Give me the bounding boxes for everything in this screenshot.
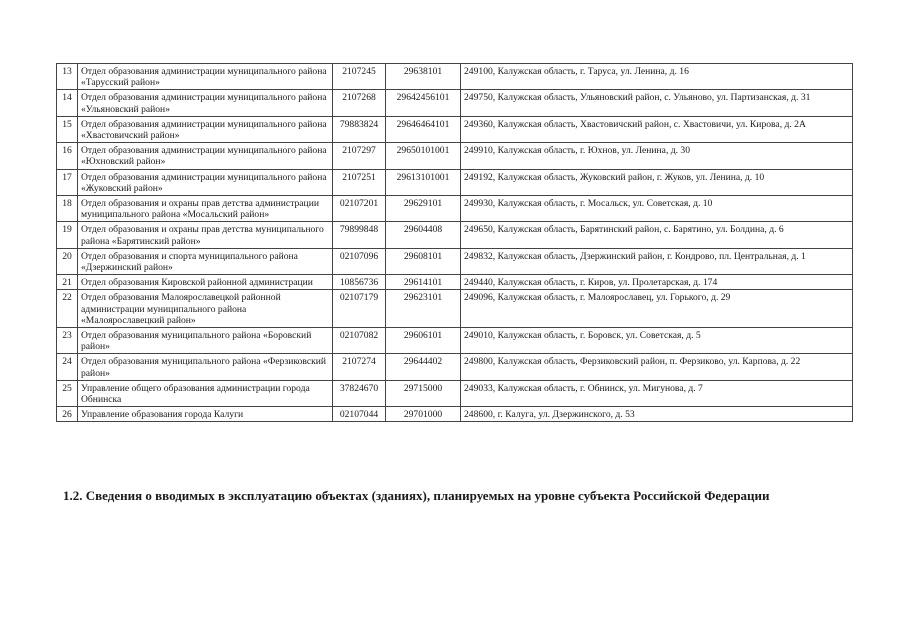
organization-name-cell: Отдел образования администрации муниципального района «Хвастовичский район» [78, 116, 333, 142]
organization-name-cell: Отдел образования и спорта муниципального района «Дзержинский район» [78, 248, 333, 274]
organization-name-cell: Отдел образования и охраны прав детства администрации муниципального района «Мосальский район» [78, 196, 333, 222]
okato-code-cell: 29614101 [386, 275, 461, 290]
okato-code-cell: 29629101 [386, 196, 461, 222]
okpo-code-cell: 02107082 [333, 328, 386, 354]
okato-code-cell: 29613101001 [386, 169, 461, 195]
organization-name-cell: Отдел образования Малоярославецкой районной администрации муниципального района «Малоярославецкий район» [78, 290, 333, 328]
organization-name-cell: Управление общего образования администрации города Обнинска [78, 380, 333, 406]
address-cell: 249096, Калужская область, г. Малоярославец, ул. Горького, д. 29 [461, 290, 853, 328]
row-number-cell: 26 [57, 407, 78, 422]
address-cell: 249930, Калужская область, г. Мосальск, ул. Советская, д. 10 [461, 196, 853, 222]
row-number-cell: 14 [57, 90, 78, 116]
okpo-code-cell: 79899848 [333, 222, 386, 248]
row-number-cell: 22 [57, 290, 78, 328]
organization-name-cell: Отдел образования администрации муниципального района «Ульяновский район» [78, 90, 333, 116]
okato-code-cell: 29650101001 [386, 143, 461, 169]
row-number-cell: 17 [57, 169, 78, 195]
okato-code-cell: 29642456101 [386, 90, 461, 116]
table-row [57, 407, 853, 422]
okato-code-cell: 29701000 [386, 407, 461, 422]
okato-code-cell: 29644402 [386, 354, 461, 380]
table-row [57, 143, 853, 169]
okato-code-cell: 29638101 [386, 64, 461, 90]
address-cell: 249910, Калужская область, г. Юхнов, ул. Ленина, д. 30 [461, 143, 853, 169]
okpo-code-cell: 02107179 [333, 290, 386, 328]
okpo-code-cell: 79883824 [333, 116, 386, 142]
row-number-cell: 18 [57, 196, 78, 222]
okpo-code-cell: 02107044 [333, 407, 386, 422]
okpo-code-cell: 2107268 [333, 90, 386, 116]
okpo-code-cell: 2107297 [333, 143, 386, 169]
row-number-cell: 13 [57, 64, 78, 90]
table-row [57, 116, 853, 142]
address-cell: 249832, Калужская область, Дзержинский район, г. Кондрово, пл. Центральная, д. 1 [461, 248, 853, 274]
table-row [57, 328, 853, 354]
row-number-cell: 24 [57, 354, 78, 380]
okpo-code-cell: 02107201 [333, 196, 386, 222]
okato-code-cell: 29604408 [386, 222, 461, 248]
address-cell: 249192, Калужская область, Жуковский район, г. Жуков, ул. Ленина, д. 10 [461, 169, 853, 195]
organization-name-cell: Отдел образования муниципального района «Ферзиковский район» [78, 354, 333, 380]
okato-code-cell: 29646464101 [386, 116, 461, 142]
row-number-cell: 21 [57, 275, 78, 290]
table-row [57, 64, 853, 90]
organization-name-cell: Отдел образования Кировской районной администрации [78, 275, 333, 290]
organization-name-cell: Отдел образования администрации муниципального района «Юхновский район» [78, 143, 333, 169]
table-row [57, 196, 853, 222]
address-cell: 249033, Калужская область, г. Обнинск, ул. Мигунова, д. 7 [461, 380, 853, 406]
organization-name-cell: Отдел образования и охраны прав детства муниципального района «Барятинский район» [78, 222, 333, 248]
table-row [57, 248, 853, 274]
okato-code-cell: 29608101 [386, 248, 461, 274]
row-number-cell: 20 [57, 248, 78, 274]
organization-name-cell: Отдел образования администрации муниципального района «Жуковский район» [78, 169, 333, 195]
table-row [57, 90, 853, 116]
organization-name-cell: Управление образования города Калуги [78, 407, 333, 422]
table-row [57, 354, 853, 380]
okpo-code-cell: 2107251 [333, 169, 386, 195]
address-cell: 248600, г. Калуга, ул. Дзержинского, д. 53 [461, 407, 853, 422]
row-number-cell: 19 [57, 222, 78, 248]
table-row [57, 380, 853, 406]
okpo-code-cell: 10856736 [333, 275, 386, 290]
section-heading: 1.2. Сведения о вводимых в эксплуатацию объектах (зданиях), планируемых на уровне субъекта Российской Федерации [63, 488, 770, 503]
okato-code-cell: 29606101 [386, 328, 461, 354]
table-row [57, 169, 853, 195]
address-cell: 249440, Калужская область, г. Киров, ул. Пролетарская, д. 174 [461, 275, 853, 290]
organization-name-cell: Отдел образования муниципального района «Боровский район» [78, 328, 333, 354]
table-row [57, 275, 853, 290]
row-number-cell: 25 [57, 380, 78, 406]
row-number-cell: 15 [57, 116, 78, 142]
organizations-table-body [57, 64, 853, 422]
address-cell: 249100, Калужская область, г. Таруса, ул. Ленина, д. 16 [461, 64, 853, 90]
row-number-cell: 16 [57, 143, 78, 169]
table-row [57, 222, 853, 248]
address-cell: 249650, Калужская область, Барятинский район, с. Барятино, ул. Болдина, д. 6 [461, 222, 853, 248]
okato-code-cell: 29715000 [386, 380, 461, 406]
organization-name-cell: Отдел образования администрации муниципального района «Тарусский район» [78, 64, 333, 90]
okato-code-cell: 29623101 [386, 290, 461, 328]
row-number-cell: 23 [57, 328, 78, 354]
address-cell: 249800, Калужская область, Ферзиковский район, п. Ферзиково, ул. Карпова, д. 22 [461, 354, 853, 380]
okpo-code-cell: 02107096 [333, 248, 386, 274]
address-cell: 249750, Калужская область, Ульяновский район, с. Ульяново, ул. Партизанская, д. 31 [461, 90, 853, 116]
okpo-code-cell: 2107274 [333, 354, 386, 380]
address-cell: 249010, Калужская область, г. Боровск, ул. Советская, д. 5 [461, 328, 853, 354]
address-cell: 249360, Калужская область, Хвастовичский район, с. Хвастовичи, ул. Кирова, д. 2А [461, 116, 853, 142]
okpo-code-cell: 37824670 [333, 380, 386, 406]
table-row [57, 290, 853, 328]
organizations-table [56, 63, 853, 422]
okpo-code-cell: 2107245 [333, 64, 386, 90]
